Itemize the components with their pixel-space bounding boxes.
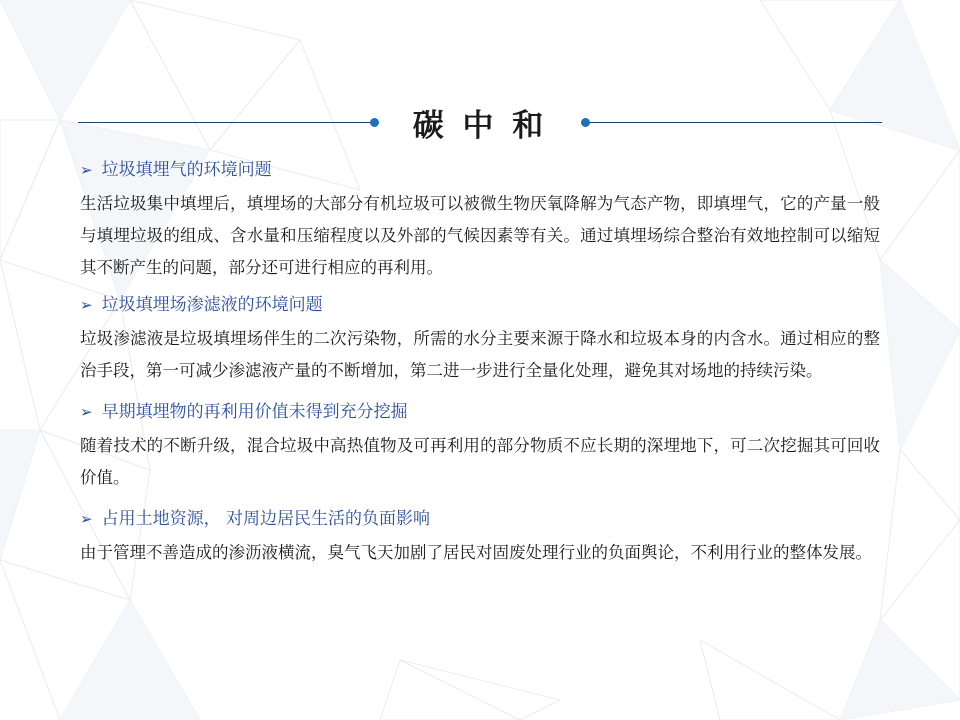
section-3-paragraph: 随着技术的不断升级，混合垃圾中高热值物及可再利用的部分物质不应长期的深埋地下，可二次挖掘其可回收价值。 (80, 436, 880, 487)
page-title: 碳 中 和 (412, 107, 548, 144)
title-row (0, 92, 960, 152)
section-1-heading-text: 垃圾填埋气的环境问题 (101, 160, 272, 180)
arrow-bullet-icon: ➢ (80, 510, 93, 528)
section-2 (80, 290, 880, 387)
section-4-paragraph: 由于管理不善造成的渗沥液横流，臭气飞天加剧了居民对固废处理行业的负面舆论，不利用行业的整体发展。 (80, 543, 872, 562)
section-3-heading (80, 397, 880, 427)
arrow-bullet-icon: ➢ (80, 403, 93, 421)
arrow-bullet-icon: ➢ (80, 161, 93, 179)
section-3-heading-text: 早期填埋物的再利用价值未得到充分挖掘 (101, 402, 408, 422)
title-dot-left (370, 118, 379, 127)
section-3 (80, 397, 880, 494)
section-4-heading-text: 占用土地资源， 对周边居民生活的负面影响 (101, 509, 430, 529)
title-rule-left (78, 122, 370, 123)
section-2-heading (80, 290, 880, 320)
body-block (80, 155, 880, 575)
section-1 (80, 155, 880, 284)
section-1-heading (80, 155, 880, 185)
section-4-heading (80, 504, 880, 534)
section-2-heading-text: 垃圾填埋场渗滤液的环境问题 (101, 295, 323, 315)
section-4 (80, 504, 880, 569)
section-1-paragraph: 生活垃圾集中填埋后，填埋场的大部分有机垃圾可以被微生物厌氧降解为气态产物，即填埋气，它的产量一般与填埋垃圾的组成、含水量和压缩程度以及外部的气候因素等有关。通过填埋场综合整治有效地控制可以缩短其不断产生的问题，部分还可进行相应的再利用。 (80, 194, 880, 277)
arrow-bullet-icon: ➢ (80, 296, 93, 314)
section-2-paragraph: 垃圾渗滤液是垃圾填埋场伴生的二次污染物，所需的水分主要来源于降水和垃圾本身的内含水。通过相应的整治手段，第一可减少渗滤液产量的不断增加，第二进一步进行全量化处理，避免其对场地的持续污染。 (80, 329, 880, 380)
title-dot-right (581, 118, 590, 127)
title-rule-right (590, 122, 882, 123)
